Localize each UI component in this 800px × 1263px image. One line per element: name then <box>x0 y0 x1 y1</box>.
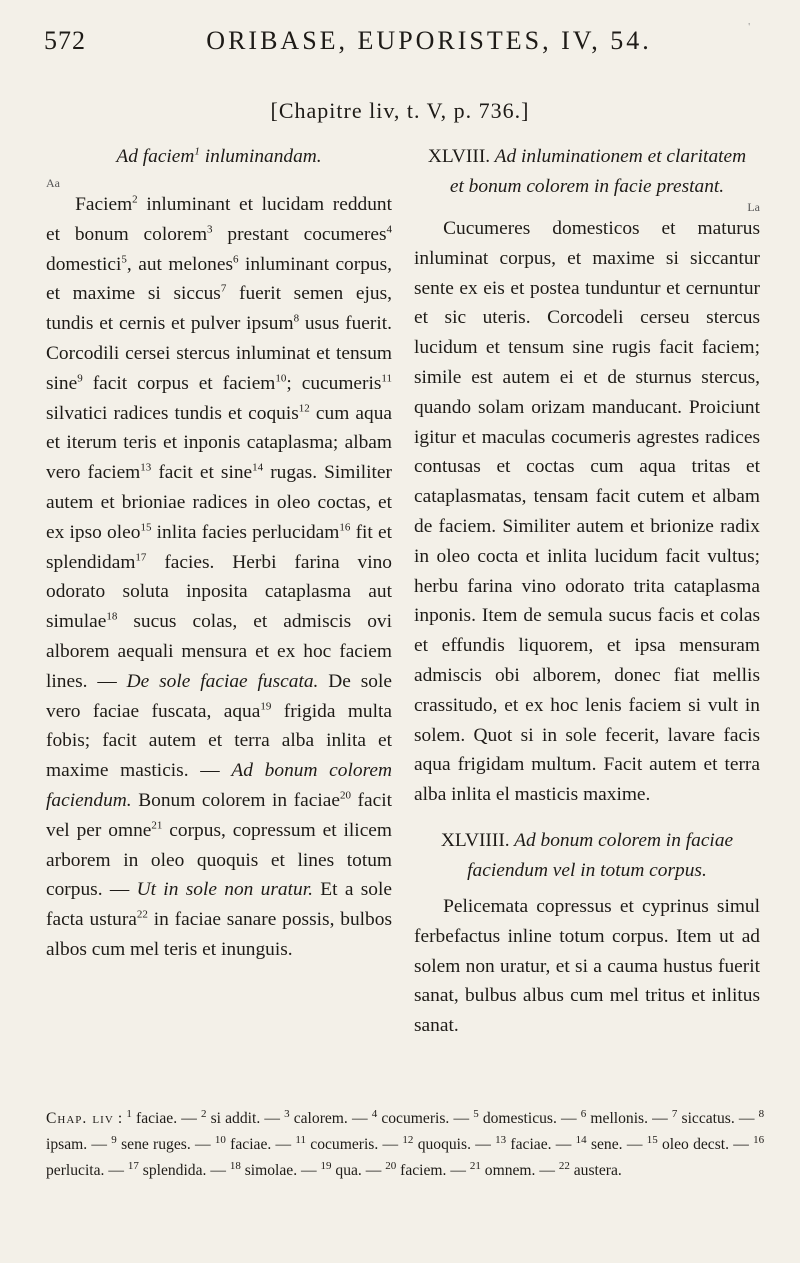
note-entry: $^4$ cocumeris. <box>371 1107 450 1127</box>
running-title: ORIBASE, EUPORISTES, IV, 54. <box>206 26 652 55</box>
running-head <box>44 26 760 62</box>
page-number: 572 <box>44 26 86 55</box>
section-48-text: Cucumeres domesticos et maturus inluminat corpus, et maxime si siccantur sente ex eis et postea tunduntur et cernuntur et sic uteris. Corcodeli cerseu stercus lucidum et tensum sine rugis facit faciem; simile est autem ei et de sturnus stercus, quando solam orizam manducant. Proiciunt igitur et maculas cocumeris agrestes radices contusas et coctas cum aqua tritas et cataplasmatas, tensam facit cutem et albam de faciem. Similiter autem et brionize radix in oleo cocta et inlita lucidum facit vultus; herbu farina vino odorato trita cataplasma inponis. Item de semula sucus facis et colas et effundis liquorem, et ipsa mensuram admiscis obi alborem, donec fiat mellis crassitudo, et ex hoc lenis faciem si vult in solem. Quot si in sole fecerit, lavare facis aqua frigidam multum. Facit autem et terra alba inlita el masticis maxime. <box>414 218 760 806</box>
right-column <box>414 142 760 1041</box>
note-entry: $^{15}$ oleo decst. <box>646 1133 730 1153</box>
left-section-title: Ad faciem$^1$ inluminandam. <box>116 145 322 167</box>
note-entry: $^{13}$ faciae. <box>495 1133 552 1153</box>
note-entry: $^8$ ipsam. <box>46 1107 765 1153</box>
left-column <box>46 142 392 965</box>
margin-mark: ' <box>748 22 750 33</box>
note-entry: $^5$ domesticus. <box>473 1107 557 1127</box>
chapter-reference: [Chapitre liv, t. V, p. 736.] <box>270 98 530 123</box>
note-entry: $^{18}$ simolae. <box>229 1159 298 1179</box>
section-49-title: XLVIIII. Ad bonum colorem in faciae faciendum vel in totum corpus. <box>440 829 734 881</box>
note-entry: $^{12}$ quoquis. <box>402 1133 471 1153</box>
note-entry: $^{20}$ faciem. <box>385 1159 447 1179</box>
note-entry: $^{21}$ omnem. <box>469 1159 536 1179</box>
note-entry: $^{19}$ qua. <box>320 1159 362 1179</box>
manuscript-marker-left: Aa <box>46 176 60 190</box>
note-entry: $^{14}$ sene. <box>575 1133 623 1153</box>
section-49-text: Pelicemata copressus et cyprinus simul ferbefactus inline totum corpus. Item ut ad solem non uratur, et si a cauma hustus fuerit sanat, bulbus albus cum mel tritus et inlitus sanat. <box>414 895 760 1037</box>
note-entry: $^{10}$ faciae. <box>214 1133 272 1153</box>
note-entry: $^{22}$ austera. <box>558 1159 622 1179</box>
note-entry: $^{17}$ splendida. <box>127 1159 207 1179</box>
manuscript-marker-right: La <box>747 200 760 214</box>
note-entry: $^6$ mellonis. <box>580 1107 649 1127</box>
note-entry: $^2$ si addit. <box>200 1107 261 1127</box>
apparatus-label: Chap. liv <box>46 1110 114 1127</box>
note-entry: $^1$ faciae. <box>126 1107 178 1127</box>
note-entry: $^7$ siccatus. <box>671 1107 735 1127</box>
note-entry: $^3$ calorem. <box>284 1107 348 1127</box>
note-entry: $^9$ sene ruges. <box>111 1133 191 1153</box>
section-48-title: XLVIII. Ad inluminationem et claritatem et bonum colorem in facie prestant. <box>427 146 747 197</box>
left-body-text: Faciem$^2$ inluminant et lucidam reddunt et bonum colorem$^3$ prestant cocumeres$^4$ domestici$^5$, aut melones$^6$ inluminant corpus, et maxime si siccus$^7$ fuerit semen ejus, tundis et cernis et pulver ipsum$^8$ usus fuerit. Corcodili cersei stercus inluminat et tensum sine$^9$ facit corpus et faciem$^{10}$; cucumeris$^{11}$ silvatici radices tundis et coquis$^{12}$ cum aqua et iterum teris et inponis cataplasma; albam vero faciem$^{13}$ facit et sine$^{14}$ rugas. Similiter autem et brioniae radices in oleo coctas, et ex ipso oleo$^{15}$ inlita facies perlucidam$^{16}$ fit et splendidam$^{17}$ facies. Herbi farina vino odorato soluta inposita cataplasma aut simulae$^{18}$ sucus colas, et admiscis ovi alborem aequali mensura et ex hoc faciem lines. — De sole faciae fuscata. De sole vero faciae fuscata, aqua$^{19}$ frigida multa fobis; facit autem et terra alba inlita et maxime masticis. — Ad bonum colorem faciendum. Bonum colorem in faciae$^{20}$ facit vel per omne$^{21}$ corpus, copressum et ilicem arborem in oleo quoquis et lines totum corpus. — Ut in sole non uratur. Et a sole facta ustura$^{22}$ in faciae sanare possis, bulbos albos cum mel teris et inunguis. <box>46 193 393 960</box>
note-entry: $^{16}$ perlucita. <box>46 1133 765 1179</box>
critical-apparatus: Chap. liv : $^1$ faciae. — $^2$ si addit. — $^3$ calorem. — $^4$ cocumeris. — $^5$ domesticus. — $^6$ mellonis. — $^7$ siccatus. — $^8$ ipsam. — $^9$ sene ruges. — $^{10}$ faciae. — $^{11}$ cocumeris. — $^{12}$ quoquis. — $^{13}$ faciae. — $^{14}$ sene. — $^{15}$ oleo decst. — $^{16}$ perlucita. — $^{17}$ splendida. — $^{18}$ simolae. — $^{19}$ qua. — $^{20}$ faciem. — $^{21}$ omnem. — $^{22}$ austera. <box>46 1107 765 1179</box>
note-entry: $^{11}$ cocumeris. <box>295 1133 379 1153</box>
